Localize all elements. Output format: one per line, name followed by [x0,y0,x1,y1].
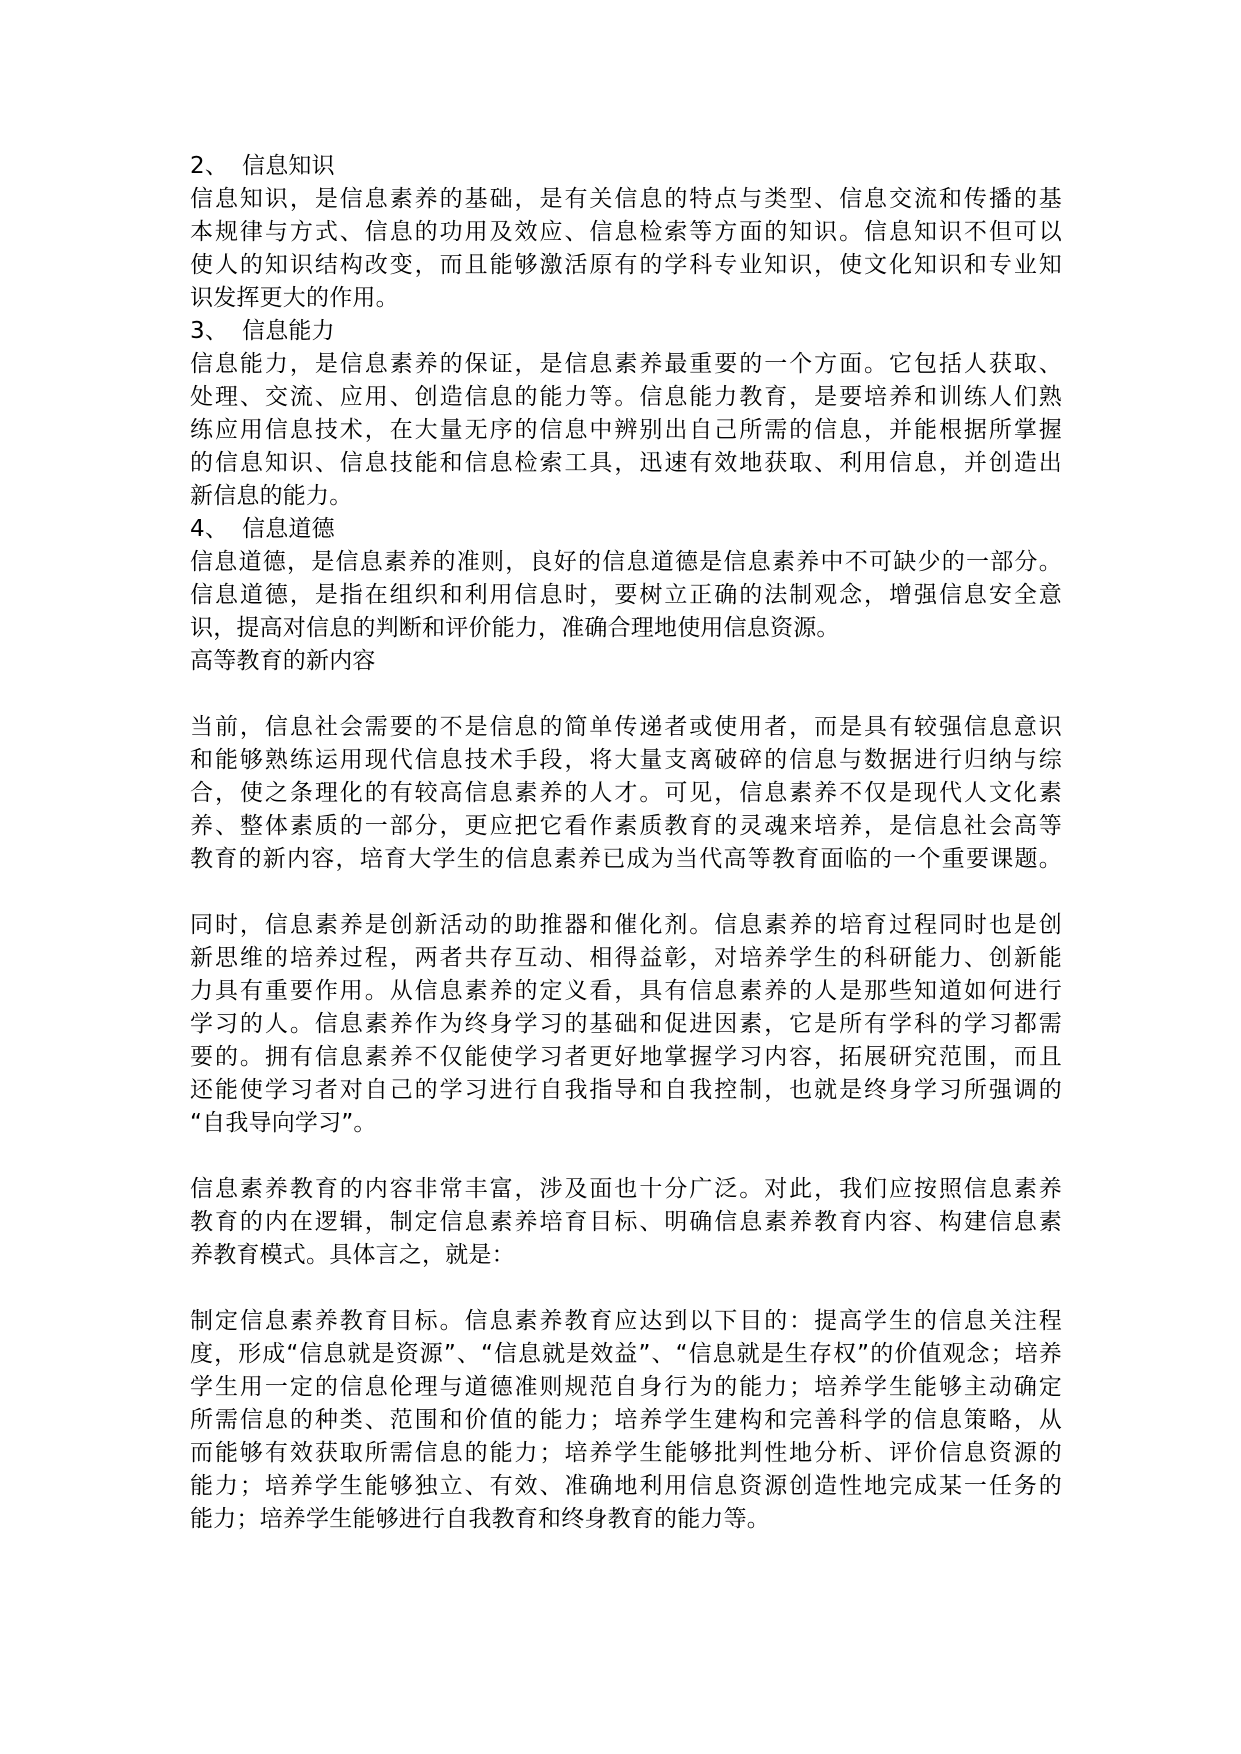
text-line: 识发挥更大的作用。 [190,285,399,311]
text-line: 使人的知识结构改变，而且能够激活原有的学科专业知识，使文化知识和专业知 [190,252,1062,278]
text-line: 新信息的能力。 [190,483,353,509]
blank-line [190,876,1062,909]
heading-title: 信息道德 [242,516,335,542]
text-line: 本规律与方式、信息的功用及效应、信息检索等方面的知识。信息知识不但可以 [190,219,1062,245]
paragraph [190,711,1062,876]
text-line: 处理、交流、应用、创造信息的能力等。信息能力教育，是要培养和训练人们熟 [190,384,1062,410]
text-line: 力具有重要作用。从信息素养的定义看，具有信息素养的人是那些知道如何进行 [190,978,1062,1004]
text-line: 教育的新内容，培育大学生的信息素养已成为当代高等教育面临的一个重要课题。 [190,846,1062,872]
heading-number: 4、 [190,516,229,542]
paragraph [190,909,1062,1140]
text-line: 制定信息素养教育目标。信息素养教育应达到以下目的：提高学生的信息关注程 [190,1308,1062,1334]
section-heading [190,315,1062,348]
text-line: 能力；培养学生能够进行自我教育和终身教育的能力等。 [190,1506,770,1532]
text-line: 的信息知识、信息技能和信息检索工具，迅速有效地获取、利用信息，并创造出 [190,450,1062,476]
text-line: 信息道德，是指在组织和利用信息时，要树立正确的法制观念，增强信息安全意 [190,582,1062,608]
text-line: 练应用信息技术，在大量无序的信息中辨别出自己所需的信息，并能根据所掌握 [190,417,1062,443]
text-line: 信息知识，是信息素养的基础，是有关信息的特点与类型、信息交流和传播的基 [190,186,1062,212]
subsection-title: 高等教育的新内容 [190,648,376,674]
text-line: 而能够有效获取所需信息的能力；培养学生能够批判性地分析、评价信息资源的 [190,1440,1062,1466]
text-line: 合，使之条理化的有较高信息素养的人才。可见，信息素养不仅是现代人文化素 [190,780,1062,806]
heading-title: 信息知识 [242,153,335,179]
text-line: 新思维的培养过程，两者共存互动、相得益彰，对培养学生的科研能力、创新能 [190,945,1062,971]
text-line: 和能够熟练运用现代信息技术手段，将大量支离破碎的信息与数据进行归纳与综 [190,747,1062,773]
text-line: 养教育模式。具体言之，就是： [190,1242,515,1268]
text-line: 教育的内在逻辑，制定信息素养培育目标、明确信息素养教育内容、构建信息素 [190,1209,1062,1235]
document-page [190,150,1062,1536]
text-line: 同时，信息素养是创新活动的助推器和催化剂。信息素养的培育过程同时也是创 [190,912,1062,938]
blank-line [190,1140,1062,1173]
text-line: “自我导向学习”。 [190,1110,377,1136]
blank-line [190,1272,1062,1305]
heading-number: 2、 [190,153,229,179]
paragraph [190,183,1062,315]
text-line: 养、整体素质的一部分，更应把它看作素质教育的灵魂来培养，是信息社会高等 [190,813,1062,839]
section-heading [190,150,1062,183]
text-line: 学习的人。信息素养作为终身学习的基础和促进因素，它是所有学科的学习都需 [190,1011,1062,1037]
text-line: 当前，信息社会需要的不是信息的简单传递者或使用者，而是具有较强信息意识 [190,714,1062,740]
text-line: 信息能力，是信息素养的保证，是信息素养最重要的一个方面。它包括人获取、 [190,351,1062,377]
text-line: 识，提高对信息的判断和评价能力，准确合理地使用信息资源。 [190,615,840,641]
paragraph [190,1305,1062,1536]
blank-line [190,678,1062,711]
text-line: 度，形成“信息就是资源”、“信息就是效益”、“信息就是生存权”的价值观念；培养 [190,1341,1062,1367]
text-line: 还能使学习者对自己的学习进行自我指导和自我控制，也就是终身学习所强调的 [190,1077,1062,1103]
paragraph [190,1173,1062,1272]
text-line: 所需信息的种类、范围和价值的能力；培养学生建构和完善科学的信息策略，从 [190,1407,1062,1433]
text-line: 能力；培养学生能够独立、有效、准确地利用信息资源创造性地完成某一任务的 [190,1473,1062,1499]
text-line: 信息素养教育的内容非常丰富，涉及面也十分广泛。对此，我们应按照信息素养 [190,1176,1062,1202]
text-line: 信息道德，是信息素养的准则，良好的信息道德是信息素养中不可缺少的一部分。 [190,549,1062,575]
paragraph [190,546,1062,678]
heading-number: 3、 [190,318,229,344]
section-heading [190,513,1062,546]
paragraph [190,348,1062,513]
text-line: 要的。拥有信息素养不仅能使学习者更好地掌握学习内容，拓展研究范围，而且 [190,1044,1062,1070]
text-line: 学生用一定的信息伦理与道德准则规范自身行为的能力；培养学生能够主动确定 [190,1374,1062,1400]
heading-title: 信息能力 [242,318,335,344]
